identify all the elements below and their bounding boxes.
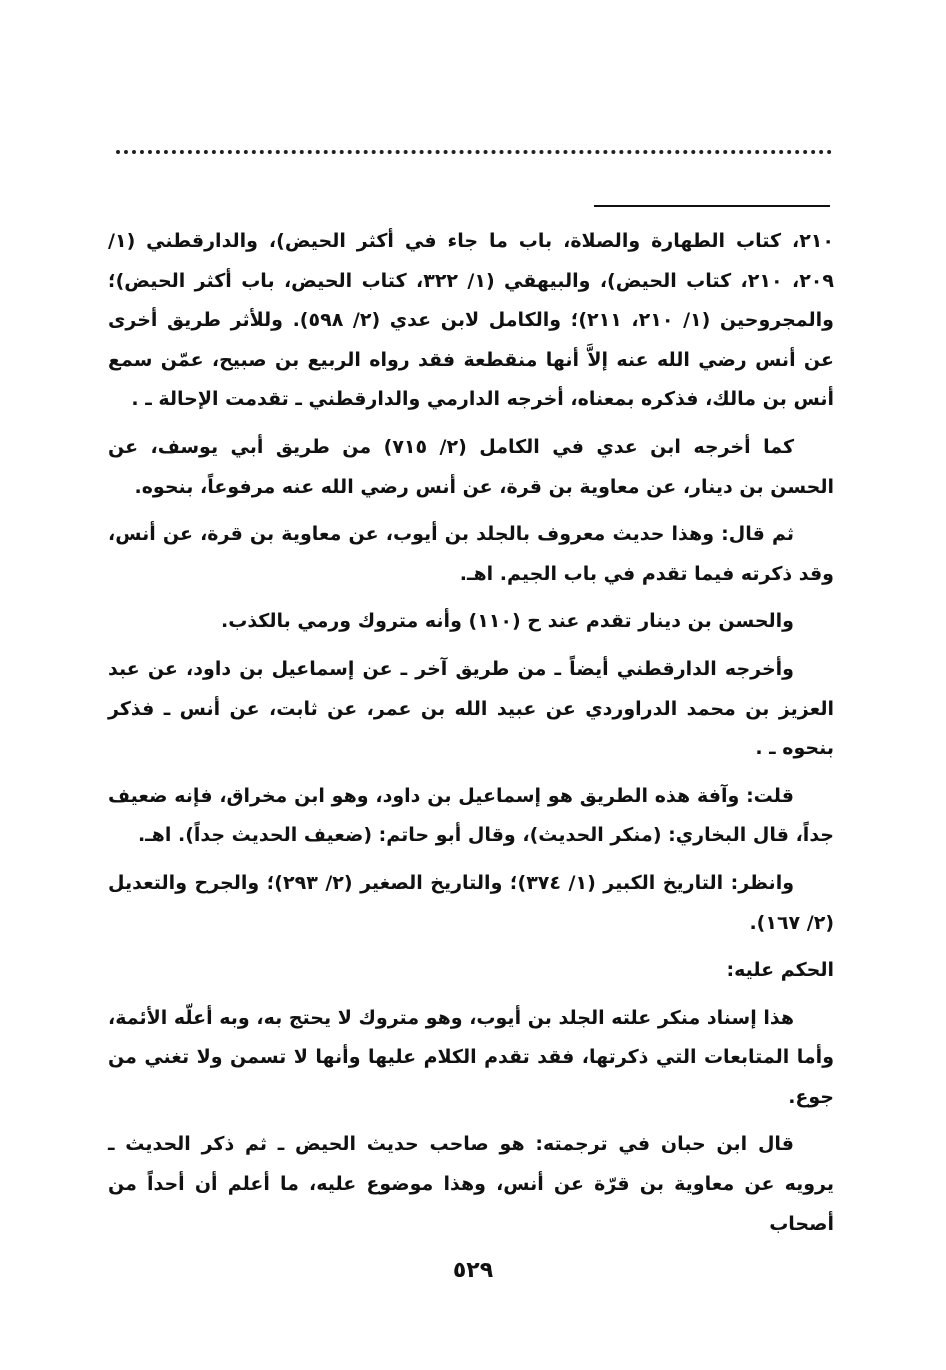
dotted-separator [116,150,832,154]
paragraph: والحسن بن دينار تقدم عند ح (١١٠) وأنه متروك ورمي بالكذب. [221,610,794,633]
paragraph: ثم قال: وهذا حديث معروف بالجلد بن أيوب، عن معاوية بن قرة، عن أنس، وقد ذكرته فيما تقدم في باب الجيم. اهـ. [108,523,834,585]
paragraph: قال ابن حبان في ترجمته: هو صاحب حديث الحيض ـ ثم ذكر الحديث ـ يرويه عن معاوية بن قرّة عن أنس، وهذا موضوع عليه، ما أعلم أن أحداً من أصحاب [108,1133,834,1235]
paragraph: قلت: وآفة هذه الطريق هو إسماعيل بن داود، وهو ابن مخراق، فإنه ضعيف جداً، قال البخاري: (منكر الحديث)، وقال أبو حاتم: (ضعيف الحديث جداً). اهـ. [108,784,834,847]
paragraph: هذا إسناد منكر علته الجلد بن أيوب، وهو متروك لا يحتج به، وبه أعلّه الأئمة، وأما المتابعات التي ذكرتها، فقد تقدم الكلام عليها وأنها لا تسمن ولا تغني من جوع. [108,1006,834,1108]
paragraph: ٢١٠، كتاب الطهارة والصلاة، باب ما جاء في أكثر الحيض)، والدارقطني (١/ ٢٠٩، ٢١٠، كتاب الحيض)، والبيهقي (١/ ٣٢٢، كتاب الحيض، باب أكثر الحيض)؛ والمجروحين (١/ ٢١٠، ٢١١)؛ والكامل لابن عدي (٢/ ٥٩٨). وللأثر طريق أخرى عن أنس رضي الله عنه إلاَّ أنها منقطعة فقد رواه الربيع بن صبيح، عمّن سمع أنس بن مالك، فذكره بمعناه، أخرجه الدارمي والدارقطني ـ تقدمت الإحالة ـ . [108,230,834,411]
page-body [108,222,834,1252]
footnote-rule [594,205,830,207]
paragraph: وأخرجه الدارقطني أيضاً ـ من طريق آخر ـ عن إسماعيل بن داود، عن عبد العزيز بن محمد الدراوردي عن عبيد الله بن عمر، عن ثابت، عن أنس ـ فذكر بنحوه ـ . [108,657,834,760]
paragraph: كما أخرجه ابن عدي في الكامل (٢/ ٧١٥) من طريق أبي يوسف، عن الحسن بن دينار، عن معاوية بن قرة، عن أنس رضي الله عنه مرفوعاً، بنحوه. [108,435,834,498]
page-number: ٥٢٩ [452,1258,494,1283]
section-heading: الحكم عليه: [726,959,834,982]
paragraph: وانظر: التاريخ الكبير (١/ ٣٧٤)؛ والتاريخ الصغير (٢/ ٢٩٣)؛ والجرح والتعديل (٢/ ١٦٧). [108,871,834,934]
